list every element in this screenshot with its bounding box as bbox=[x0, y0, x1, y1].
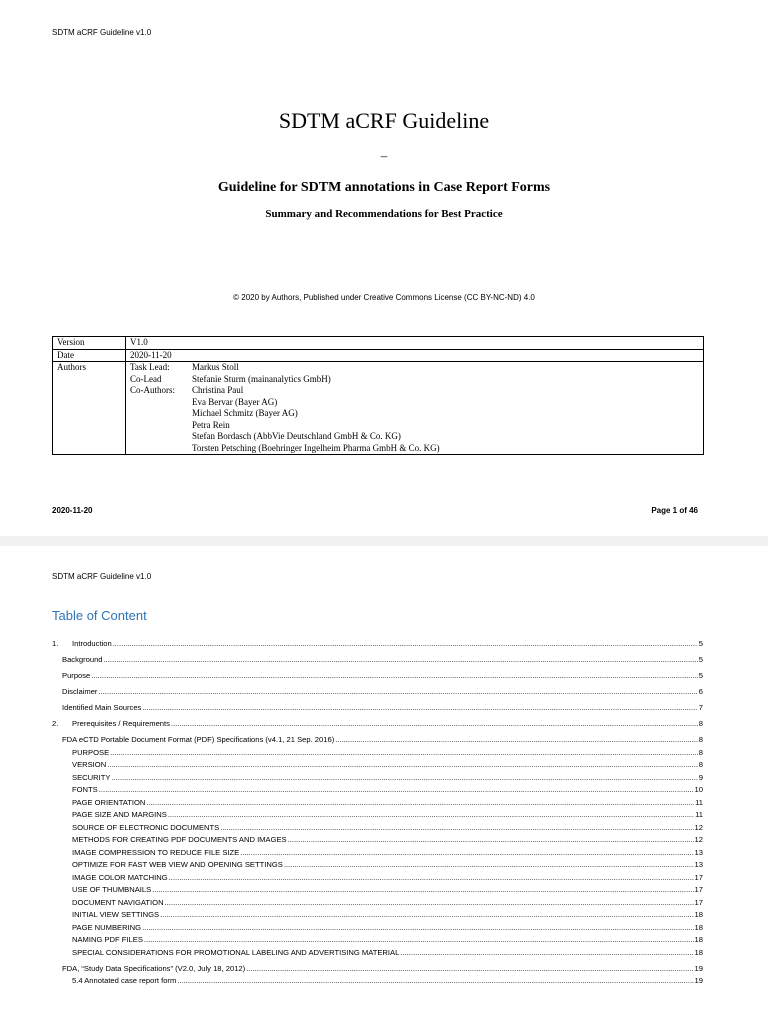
toc-entry[interactable] bbox=[52, 728, 703, 744]
author-role bbox=[130, 420, 192, 432]
document-metadata-table bbox=[52, 336, 704, 455]
toc-entry-label: Introduction bbox=[72, 639, 112, 648]
toc-entry-page: 8 bbox=[698, 747, 703, 757]
meta-value: V1.0 bbox=[126, 337, 704, 350]
toc-dot-leader bbox=[165, 898, 694, 907]
toc-entry[interactable] bbox=[52, 696, 703, 712]
toc-entry-label: FDA eCTD Portable Document Format (PDF) Specifications (v4.1, 21 Sep. 2016) bbox=[62, 735, 335, 744]
meta-label: Date bbox=[53, 349, 126, 362]
toc-entry-label: Purpose bbox=[62, 671, 91, 680]
toc-entry[interactable] bbox=[52, 932, 703, 945]
toc-entry[interactable] bbox=[52, 632, 703, 648]
toc-entry-label: INITIAL VIEW SETTINGS bbox=[72, 910, 160, 919]
toc-dot-leader bbox=[91, 671, 697, 680]
footer-page-number: Page 1 of 46 bbox=[651, 506, 698, 515]
toc-entry-label: Background bbox=[62, 655, 103, 664]
toc-entry[interactable] bbox=[52, 882, 703, 895]
toc-dot-leader bbox=[335, 735, 698, 744]
toc-dot-leader bbox=[152, 885, 693, 894]
meta-row-authors bbox=[53, 362, 704, 455]
toc-entry-page: 6 bbox=[698, 687, 703, 696]
toc-entry-page: 5 bbox=[698, 639, 703, 648]
toc-entry[interactable] bbox=[52, 907, 703, 920]
table-of-contents bbox=[52, 632, 703, 985]
author-row bbox=[130, 362, 699, 374]
toc-dot-leader bbox=[169, 873, 694, 882]
toc-dot-leader bbox=[400, 948, 693, 957]
toc-entry[interactable] bbox=[52, 807, 703, 820]
toc-dot-leader bbox=[240, 848, 693, 857]
toc-dot-leader bbox=[160, 910, 693, 919]
toc-dot-leader bbox=[110, 748, 698, 757]
author-row bbox=[130, 431, 699, 443]
toc-entry[interactable] bbox=[52, 844, 703, 857]
toc-dot-leader bbox=[99, 785, 694, 794]
toc-entry-page: 19 bbox=[694, 963, 703, 973]
author-name: Markus Stoll bbox=[192, 362, 239, 372]
toc-entry-page: 13 bbox=[694, 847, 703, 857]
page-header: SDTM aCRF Guideline v1.0 bbox=[52, 28, 152, 37]
toc-entry-page: 18 bbox=[694, 935, 703, 944]
author-name: Torsten Petsching (Boehringer Ingelheim Pharma GmbH & Co. KG) bbox=[192, 442, 440, 453]
toc-entry[interactable] bbox=[52, 857, 703, 870]
toc-dot-leader bbox=[177, 976, 693, 985]
document-subsubtitle: Summary and Recommendations for Best Practice bbox=[265, 208, 503, 220]
document-title: SDTM aCRF Guideline bbox=[278, 108, 490, 133]
author-name: Stefan Bordasch (AbbVie Deutschland GmbH & Co. KG) bbox=[192, 431, 401, 441]
toc-entry[interactable] bbox=[52, 894, 703, 907]
toc-entry-label: 5.4 Annotated case report form bbox=[72, 975, 177, 985]
toc-entry-label: Prerequisites / Requirements bbox=[72, 719, 170, 728]
toc-entry-label: FONTS bbox=[72, 785, 98, 794]
toc-entry-label: VERSION bbox=[72, 760, 107, 769]
toc-dot-leader bbox=[284, 860, 694, 869]
meta-row-date bbox=[53, 349, 704, 362]
toc-entry-page: 11 bbox=[695, 810, 703, 819]
footer-date: 2020-11-20 bbox=[52, 506, 93, 515]
author-row bbox=[130, 420, 699, 432]
toc-entry-page: 18 bbox=[694, 947, 703, 957]
toc-entry-label: USE OF THUMBNAILS bbox=[72, 885, 152, 894]
author-name: Eva Bervar (Bayer AG) bbox=[192, 396, 278, 407]
page-separator bbox=[0, 536, 768, 546]
toc-dot-leader bbox=[111, 773, 697, 782]
meta-value: 2020-11-20 bbox=[126, 349, 704, 362]
author-row bbox=[130, 397, 699, 409]
author-role: Task Lead: bbox=[130, 362, 170, 372]
author-role: Co-Authors: bbox=[130, 385, 175, 395]
author-row bbox=[130, 408, 699, 420]
toc-entry-page: 13 bbox=[694, 860, 703, 869]
toc-entry[interactable] bbox=[52, 664, 703, 680]
toc-entry-label: PURPOSE bbox=[72, 747, 110, 757]
toc-entry-page: 8 bbox=[698, 735, 703, 744]
toc-entry[interactable] bbox=[52, 919, 703, 932]
toc-dot-leader bbox=[288, 835, 694, 844]
toc-entry-page: 11 bbox=[695, 797, 703, 807]
toc-entry-label: SOURCE OF ELECTRONIC DOCUMENTS bbox=[72, 822, 220, 832]
toc-entry-page: 8 bbox=[698, 719, 703, 728]
toc-entry-label: SPECIAL CONSIDERATIONS FOR PROMOTIONAL LABELING AND ADVERTISING MATERIAL bbox=[72, 947, 400, 957]
toc-dot-leader bbox=[98, 687, 697, 696]
toc-entry[interactable] bbox=[52, 648, 703, 664]
toc-dot-leader bbox=[146, 798, 694, 807]
toc-entry[interactable] bbox=[52, 680, 703, 696]
author-name: Stefanie Sturm (mainanalytics GmbH) bbox=[192, 373, 331, 384]
toc-entry-page: 18 bbox=[694, 922, 703, 932]
toc-entry-label: IMAGE COMPRESSION TO REDUCE FILE SIZE bbox=[72, 847, 240, 857]
toc-entry[interactable] bbox=[52, 757, 703, 770]
meta-label: Version bbox=[53, 337, 126, 350]
meta-row-version bbox=[53, 337, 704, 350]
toc-entry[interactable] bbox=[52, 944, 703, 957]
toc-entry[interactable] bbox=[52, 832, 703, 845]
toc-dot-leader bbox=[168, 810, 694, 819]
toc-dot-leader bbox=[104, 655, 698, 664]
toc-entry-page: 19 bbox=[694, 975, 703, 985]
toc-entry-page: 7 bbox=[698, 703, 703, 712]
toc-entry[interactable] bbox=[52, 794, 703, 807]
author-role: Co-Lead bbox=[130, 373, 162, 384]
toc-dot-leader bbox=[107, 760, 698, 769]
document-subtitle: Guideline for SDTM annotations in Case Report Forms bbox=[217, 180, 551, 195]
toc-entry-label: SECURITY bbox=[72, 772, 111, 782]
toc-entry-label: OPTIMIZE FOR FAST WEB VIEW AND OPENING SETTINGS bbox=[72, 860, 283, 869]
toc-entry-page: 18 bbox=[694, 910, 703, 919]
toc-entry-number: 1. bbox=[52, 639, 59, 648]
toc-dot-leader bbox=[220, 823, 693, 832]
author-name: Michael Schmitz (Bayer AG) bbox=[192, 408, 298, 418]
toc-dot-leader bbox=[113, 639, 698, 648]
toc-entry-label: PAGE SIZE AND MARGINS bbox=[72, 810, 167, 819]
toc-entry-page: 9 bbox=[698, 772, 703, 782]
toc-entry[interactable] bbox=[52, 957, 703, 973]
toc-entry-page: 17 bbox=[694, 872, 703, 882]
toc-entry[interactable] bbox=[52, 712, 703, 728]
toc-entry-label: Disclaimer bbox=[62, 687, 98, 696]
toc-entry[interactable] bbox=[52, 869, 703, 882]
title-dash: – bbox=[380, 148, 388, 163]
toc-entry[interactable] bbox=[52, 973, 703, 985]
toc-entry-page: 10 bbox=[694, 785, 703, 794]
toc-entry-page: 5 bbox=[698, 671, 703, 680]
toc-entry[interactable] bbox=[52, 744, 703, 757]
toc-entry[interactable] bbox=[52, 819, 703, 832]
author-name: Petra Rein bbox=[192, 419, 230, 430]
toc-entry-label: DOCUMENT NAVIGATION bbox=[72, 897, 164, 907]
toc-entry-label: FDA, “Study Data Specifications” (V2.0, July 18, 2012) bbox=[62, 963, 246, 973]
toc-dot-leader bbox=[171, 719, 698, 728]
toc-entry-label: METHODS FOR CREATING PDF DOCUMENTS AND IMAGES bbox=[72, 835, 287, 844]
toc-entry-label: IMAGE COLOR MATCHING bbox=[72, 872, 168, 882]
toc-entry[interactable] bbox=[52, 782, 703, 795]
toc-entry-page: 17 bbox=[694, 897, 703, 907]
toc-dot-leader bbox=[144, 935, 694, 944]
author-role bbox=[130, 397, 192, 409]
page-header: SDTM aCRF Guideline v1.0 bbox=[52, 572, 152, 581]
author-row bbox=[130, 385, 699, 397]
toc-entry-label: NAMING PDF FILES bbox=[72, 935, 143, 944]
meta-label: Authors bbox=[53, 362, 126, 455]
toc-heading: Table of Content bbox=[52, 608, 147, 623]
toc-dot-leader bbox=[246, 964, 693, 973]
toc-entry-number: 2. bbox=[52, 719, 59, 728]
toc-entry-label: PAGE ORIENTATION bbox=[72, 797, 146, 807]
author-role bbox=[130, 443, 192, 455]
author-name: Christina Paul bbox=[192, 385, 244, 395]
author-row bbox=[130, 374, 699, 386]
toc-entry-page: 17 bbox=[694, 885, 703, 894]
toc-dot-leader bbox=[142, 703, 697, 712]
author-role bbox=[130, 431, 192, 443]
toc-entry-page: 12 bbox=[694, 835, 703, 844]
toc-entry-label: PAGE NUMBERING bbox=[72, 922, 142, 932]
toc-entry-page: 5 bbox=[698, 655, 703, 664]
authors-list bbox=[126, 362, 704, 455]
toc-entry-label: Identified Main Sources bbox=[62, 703, 142, 712]
toc-entry-page: 12 bbox=[694, 822, 703, 832]
copyright-notice: © 2020 by Authors, Published under Creative Commons License (CC BY-NC-ND) 4.0 bbox=[233, 293, 535, 302]
toc-dot-leader bbox=[142, 923, 693, 932]
author-role bbox=[130, 408, 192, 420]
document-page-2 bbox=[0, 546, 768, 1024]
toc-entry-page: 8 bbox=[698, 760, 703, 769]
toc-entry[interactable] bbox=[52, 769, 703, 782]
author-row bbox=[130, 443, 699, 455]
